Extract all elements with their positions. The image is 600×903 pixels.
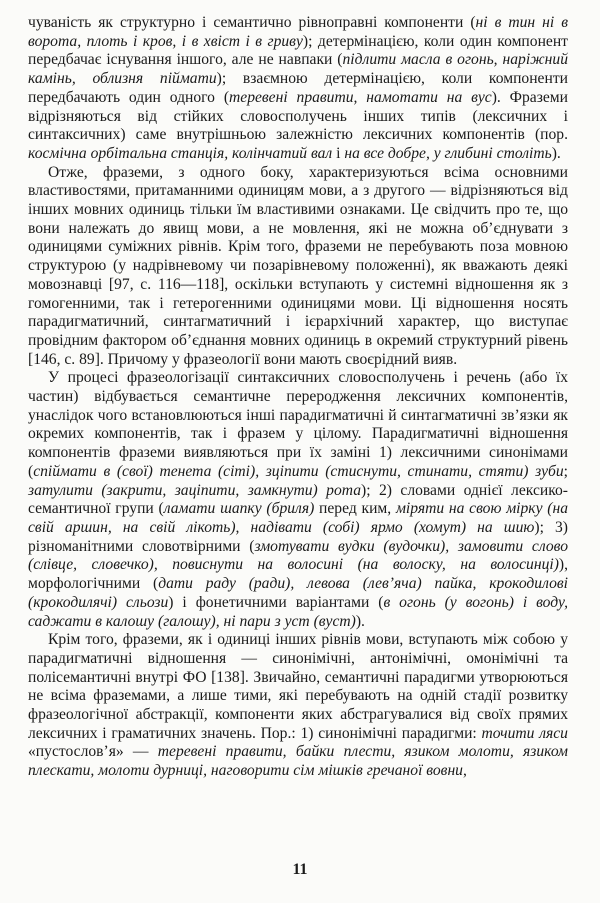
italic-example: дати раду (ради), левова (лев’яча) пайка, крокодилові (крокодилячі) сльози bbox=[28, 575, 568, 611]
italic-example: міряти на свою мірку (на свій аршин, на свій лікоть), надівати (собі) ярмо (хомут) на шию bbox=[28, 500, 568, 536]
italic-example: підлити масла в огонь, наріжний камінь, облизня піймати bbox=[28, 51, 568, 88]
text-run: і bbox=[332, 144, 345, 162]
italic-example: теревені правити, байки плести, язиком молоти, язиком плескати, молоти дурниці, наговорити сім мішків гречаної вовни bbox=[28, 743, 568, 780]
paragraph bbox=[28, 631, 568, 781]
paragraph bbox=[28, 164, 568, 370]
text-run: ); 3) різноманітними словотвірними ( bbox=[28, 518, 568, 555]
paragraph bbox=[28, 369, 568, 631]
text-run: ). bbox=[551, 144, 561, 162]
italic-example: змотувати вудки (вудочки), замовити слово (слівце, словечко), повиснути на волосині (на волоску, на волосинці) bbox=[28, 537, 568, 574]
text-run: ; bbox=[563, 462, 568, 480]
text-run: перед ким, bbox=[314, 500, 396, 518]
text-run: Отже, фраземи, з одного боку, характеризуються всіма основними властивостями, притаманними одиницям мови, а з другого — відрізняються від інших мовних одиниць тільки їм властивими ознаками. Це свідчить про те, що вони належать до явищ мови, а не мовлення, які не можна об’єднувати з одиницями суміжних рівнів. Крім того, фраземи не перебувають поза мовною структурою (у надрівневому чи позарівневому положенні), як вважають деякі мовознавці [97, с. 116—118], оскільки вступають у системні відношення як з гомогенними, так і гетерогенними одиницями мови. Ці відношення носять парадигматичний, синтагматичний і ієрархічний характер, що виступає провідним фактором об’єднання мовних одиниць в окремий структурний рівень [146, с. 89]. Причому у фразеології вони мають своєрідний вияв. bbox=[28, 163, 568, 368]
italic-example: спіймати в (свої) тенета (сіті), зціпити (стиснути, стинати, стяти) зуби bbox=[33, 462, 564, 480]
text-run: Крім того, фраземи, як і одиниці інших рівнів мови, вступають між собою у парадигматичні відношення — синонімічні, антонімічні, омонімічні та полісемантичні внутрі ФО [138]. Звичайно, семантичні парадигми утворюються не всіма фраземами, а лише тими, які перебувають на одній стадії розвитку фразеологічної абстракції, компоненти яких абстрагувалися від своїх прямих лексичних і граматичних значень. Пор.: 1) синонімічні парадигми: bbox=[28, 631, 568, 742]
text-run: ); детермінацією, коли один компонент передбачає існування іншого, але не навпаки ( bbox=[28, 32, 568, 69]
paragraph bbox=[28, 14, 568, 164]
italic-example: на все добре, у глибині століть bbox=[344, 144, 552, 162]
text-run: ), морфологічними ( bbox=[28, 556, 568, 593]
text-run: ) і фонетичними варіантами ( bbox=[168, 593, 384, 611]
text-run: ). bbox=[355, 612, 365, 630]
page-number: 11 bbox=[292, 861, 308, 878]
text-run: , bbox=[462, 762, 467, 780]
text-run: ); 2) словами однієї лексико-семантичної групи ( bbox=[28, 481, 568, 518]
italic-example: точити ляси bbox=[481, 724, 568, 742]
text-run: ). Фраземи відрізняються від стійких словосполучень інших типів (лексичних і синтаксичних) саме внутрішньою залежністю лексичних компонентів (пор. bbox=[28, 88, 568, 144]
italic-example: космічна орбітальна станція, колінчатий вал bbox=[28, 144, 333, 162]
text-run: чуваність як структурно і семантично рівноправні компоненти ( bbox=[28, 14, 476, 31]
italic-example: теревені правити, намотати на вус bbox=[229, 88, 492, 106]
italic-example: в огонь (у вогонь) і воду, саджати в калошу (галошу), ні пари з уст (вуст) bbox=[28, 593, 568, 630]
italic-example: ламати шапку (бриля) bbox=[163, 500, 315, 518]
text-run: ); взаємною детермінацією, коли компоненти передбачають один одного ( bbox=[28, 70, 568, 106]
text-run: У процесі фразеологізації синтаксичних словосполучень і речень (або їх частин) відбувається семантичне переродження лексичних компонентів, унаслідок чого встановлюються інші парадигматичні й синтагматичні зв’язки як окремих компонентів, так і фразем у цілому. Парадигматичні відношення компонентів фраземи виявляються при їх заміні 1) лексичними синонімами ( bbox=[28, 369, 568, 480]
body-text bbox=[28, 14, 568, 781]
text-run: «пустослов’я» — bbox=[28, 743, 158, 761]
italic-example: ні в тин ні в ворота, плоть і кров, і в хвіст і в гриву bbox=[28, 14, 568, 50]
italic-example: затулити (закрити, заціпити, замкнути) рота bbox=[28, 481, 362, 499]
